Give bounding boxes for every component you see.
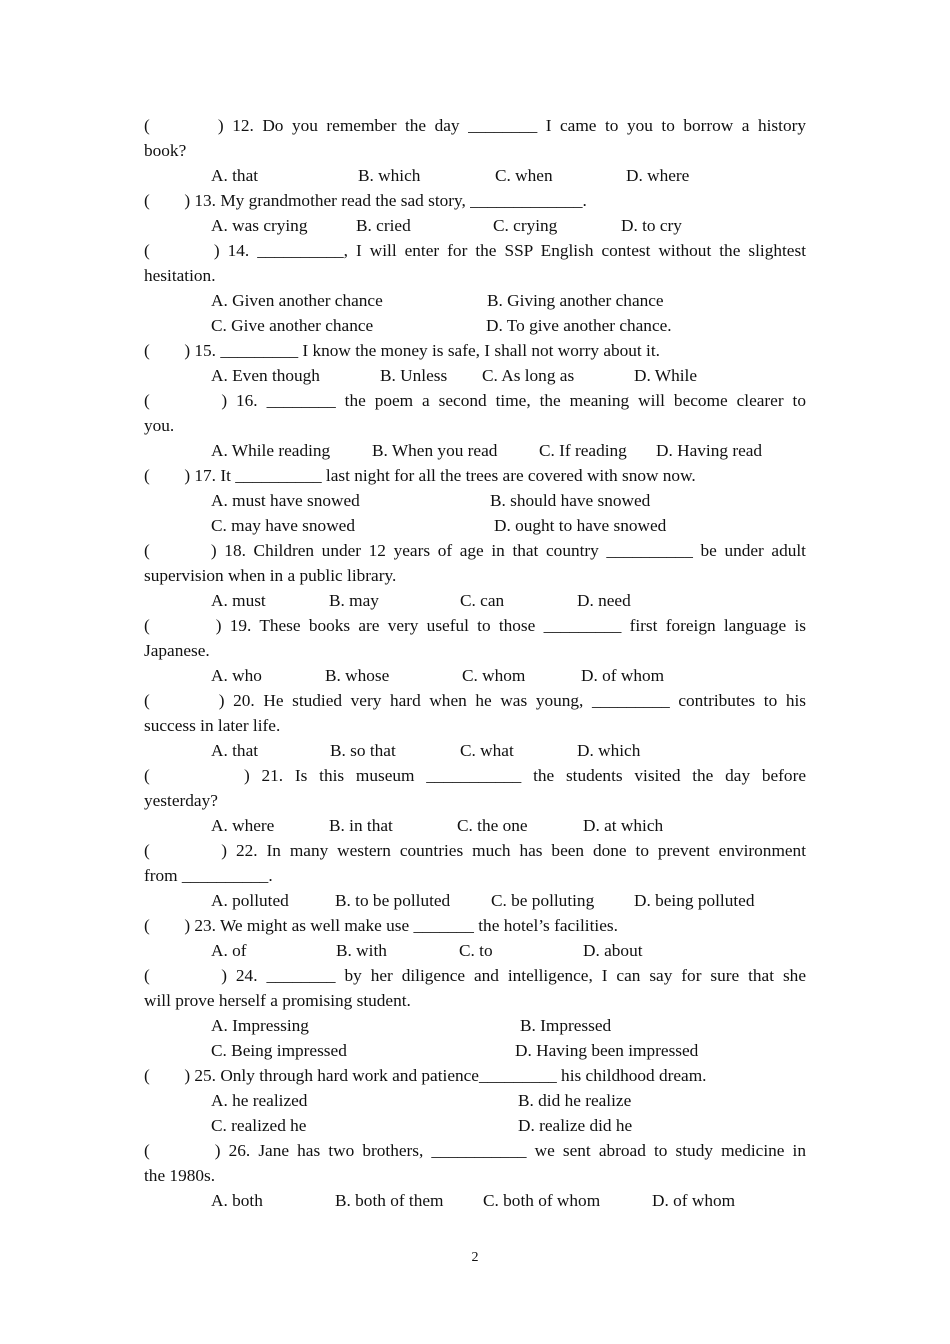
option-c: C. both of whom [483, 1191, 601, 1210]
option-b: B. both of them [335, 1191, 444, 1210]
option-a: A. must have snowed [211, 491, 360, 510]
question-25-line-1: ( ) 25. Only through hard work and patience_________ his childhood dream. [144, 1066, 707, 1085]
option-b: B. with [336, 941, 387, 960]
option-d: D. realize did he [518, 1116, 633, 1135]
question-14-line-1: ( ) 14. __________, I will enter for the SSP English contest without the slightest [144, 241, 806, 260]
option-b: B. When you read [372, 441, 498, 460]
option-a: A. Impressing [211, 1016, 309, 1035]
option-c: C. be polluting [491, 891, 595, 910]
question-21-line-1: ( ) 21. Is this museum ___________ the students visited the day before [144, 766, 806, 785]
question-14-line-2: hesitation. [144, 266, 216, 285]
question-19-line-2: Japanese. [144, 641, 210, 660]
option-a: A. While reading [211, 441, 331, 460]
question-20-options [144, 738, 806, 763]
question-24-line-1: ( ) 24. ________ by her diligence and intelligence, I can say for sure that she [144, 966, 806, 985]
question-12-line-1: ( ) 12. Do you remember the day ________ I came to you to borrow a history [144, 116, 806, 135]
option-c: C. what [460, 741, 514, 760]
option-d: D. where [626, 166, 690, 185]
option-a: A. where [211, 816, 275, 835]
question-15-options [144, 363, 806, 388]
question-20-line-2: success in later life. [144, 716, 281, 735]
question-16-line-2: you. [144, 416, 175, 435]
question-17-line-1: ( ) 17. It __________ last night for all the trees are covered with snow now. [144, 466, 696, 485]
question-20-line-1: ( ) 20. He studied very hard when he was young, _________ contributes to his [144, 691, 806, 710]
question-list [144, 113, 806, 1213]
question-26-options [144, 1188, 806, 1213]
question-18-line-1: ( ) 18. Children under 12 years of age in that country __________ be under adult [144, 541, 806, 560]
option-d: D. need [577, 591, 631, 610]
option-d: D. Having read [656, 441, 763, 460]
question-16-options [144, 438, 806, 463]
option-b: B. may [329, 591, 379, 610]
option-a: A. polluted [211, 891, 289, 910]
option-d: D. about [583, 941, 643, 960]
option-d: D. ought to have snowed [494, 516, 667, 535]
question-14-options-row-2 [144, 313, 806, 338]
question-25-options-row-2 [144, 1113, 806, 1138]
question-17-options-row-1 [144, 488, 806, 513]
question-12-line-2: book? [144, 141, 187, 160]
question-18-options [144, 588, 806, 613]
option-c: C. As long as [482, 366, 575, 385]
question-19-options [144, 663, 806, 688]
option-a: A. that [211, 166, 259, 185]
question-23-options [144, 938, 806, 963]
question-26-line-1: ( ) 26. Jane has two brothers, ___________ we sent abroad to study medicine in [144, 1141, 806, 1160]
option-b: B. should have snowed [490, 491, 651, 510]
question-21-line-2: yesterday? [144, 791, 218, 810]
question-19-line-1: ( ) 19. These books are very useful to those _________ first foreign language is [144, 616, 806, 635]
question-22-line-2: from __________. [144, 866, 273, 885]
option-c: C. Give another chance [211, 316, 374, 335]
question-26-line-2: the 1980s. [144, 1166, 216, 1185]
option-a: A. was crying [211, 216, 308, 235]
question-17-options-row-2 [144, 513, 806, 538]
option-b: B. so that [330, 741, 396, 760]
option-c: C. may have snowed [211, 516, 355, 535]
option-a: A. of [211, 941, 247, 960]
option-b: B. Giving another chance [487, 291, 664, 310]
option-c: C. If reading [539, 441, 627, 460]
option-b: B. cried [356, 216, 411, 235]
option-d: D. Having been impressed [515, 1041, 699, 1060]
option-d: D. being polluted [634, 891, 755, 910]
option-d: D. While [634, 366, 698, 385]
option-d: D. of whom [652, 1191, 736, 1210]
option-d: D. which [577, 741, 641, 760]
option-b: B. whose [325, 666, 390, 685]
option-a: A. that [211, 741, 259, 760]
option-d: D. To give another chance. [486, 316, 672, 335]
question-18-line-2: supervision when in a public library. [144, 566, 397, 585]
option-b: B. did he realize [518, 1091, 632, 1110]
question-24-options-row-1 [144, 1013, 806, 1038]
option-c: C. crying [493, 216, 558, 235]
option-a: A. he realized [211, 1091, 308, 1110]
option-b: B. to be polluted [335, 891, 451, 910]
question-25-options-row-1 [144, 1088, 806, 1113]
option-c: C. when [495, 166, 553, 185]
question-24-line-2: will prove herself a promising student. [144, 991, 411, 1010]
option-a: A. must [211, 591, 266, 610]
option-b: B. which [358, 166, 421, 185]
question-16-line-1: ( ) 16. ________ the poem a second time, the meaning will become clearer to [144, 391, 806, 410]
option-c: C. whom [462, 666, 526, 685]
question-12-options [144, 163, 806, 188]
question-21-options [144, 813, 806, 838]
option-d: D. at which [583, 816, 664, 835]
option-d: D. of whom [581, 666, 665, 685]
question-13-options [144, 213, 806, 238]
question-14-options-row-1 [144, 288, 806, 313]
option-b: B. Unless [380, 366, 448, 385]
question-24-options-row-2 [144, 1038, 806, 1063]
option-b: B. Impressed [520, 1016, 612, 1035]
option-d: D. to cry [621, 216, 682, 235]
question-22-line-1: ( ) 22. In many western countries much has been done to prevent environment [144, 841, 806, 860]
question-22-options [144, 888, 806, 913]
option-c: C. to [459, 941, 493, 960]
question-13-line-1: ( ) 13. My grandmother read the sad story, _____________. [144, 191, 587, 210]
page-number: 2 [471, 1250, 479, 1265]
option-c: C. can [460, 591, 505, 610]
option-a: A. Even though [211, 366, 320, 385]
question-23-line-1: ( ) 23. We might as well make use _______ the hotel’s facilities. [144, 916, 618, 935]
option-a: A. Given another chance [211, 291, 383, 310]
option-c: C. the one [457, 816, 528, 835]
question-15-line-1: ( ) 15. _________ I know the money is safe, I shall not worry about it. [144, 341, 660, 360]
option-c: C. Being impressed [211, 1041, 347, 1060]
option-a: A. both [211, 1191, 263, 1210]
option-c: C. realized he [211, 1116, 307, 1135]
option-a: A. who [211, 666, 262, 685]
option-b: B. in that [329, 816, 393, 835]
